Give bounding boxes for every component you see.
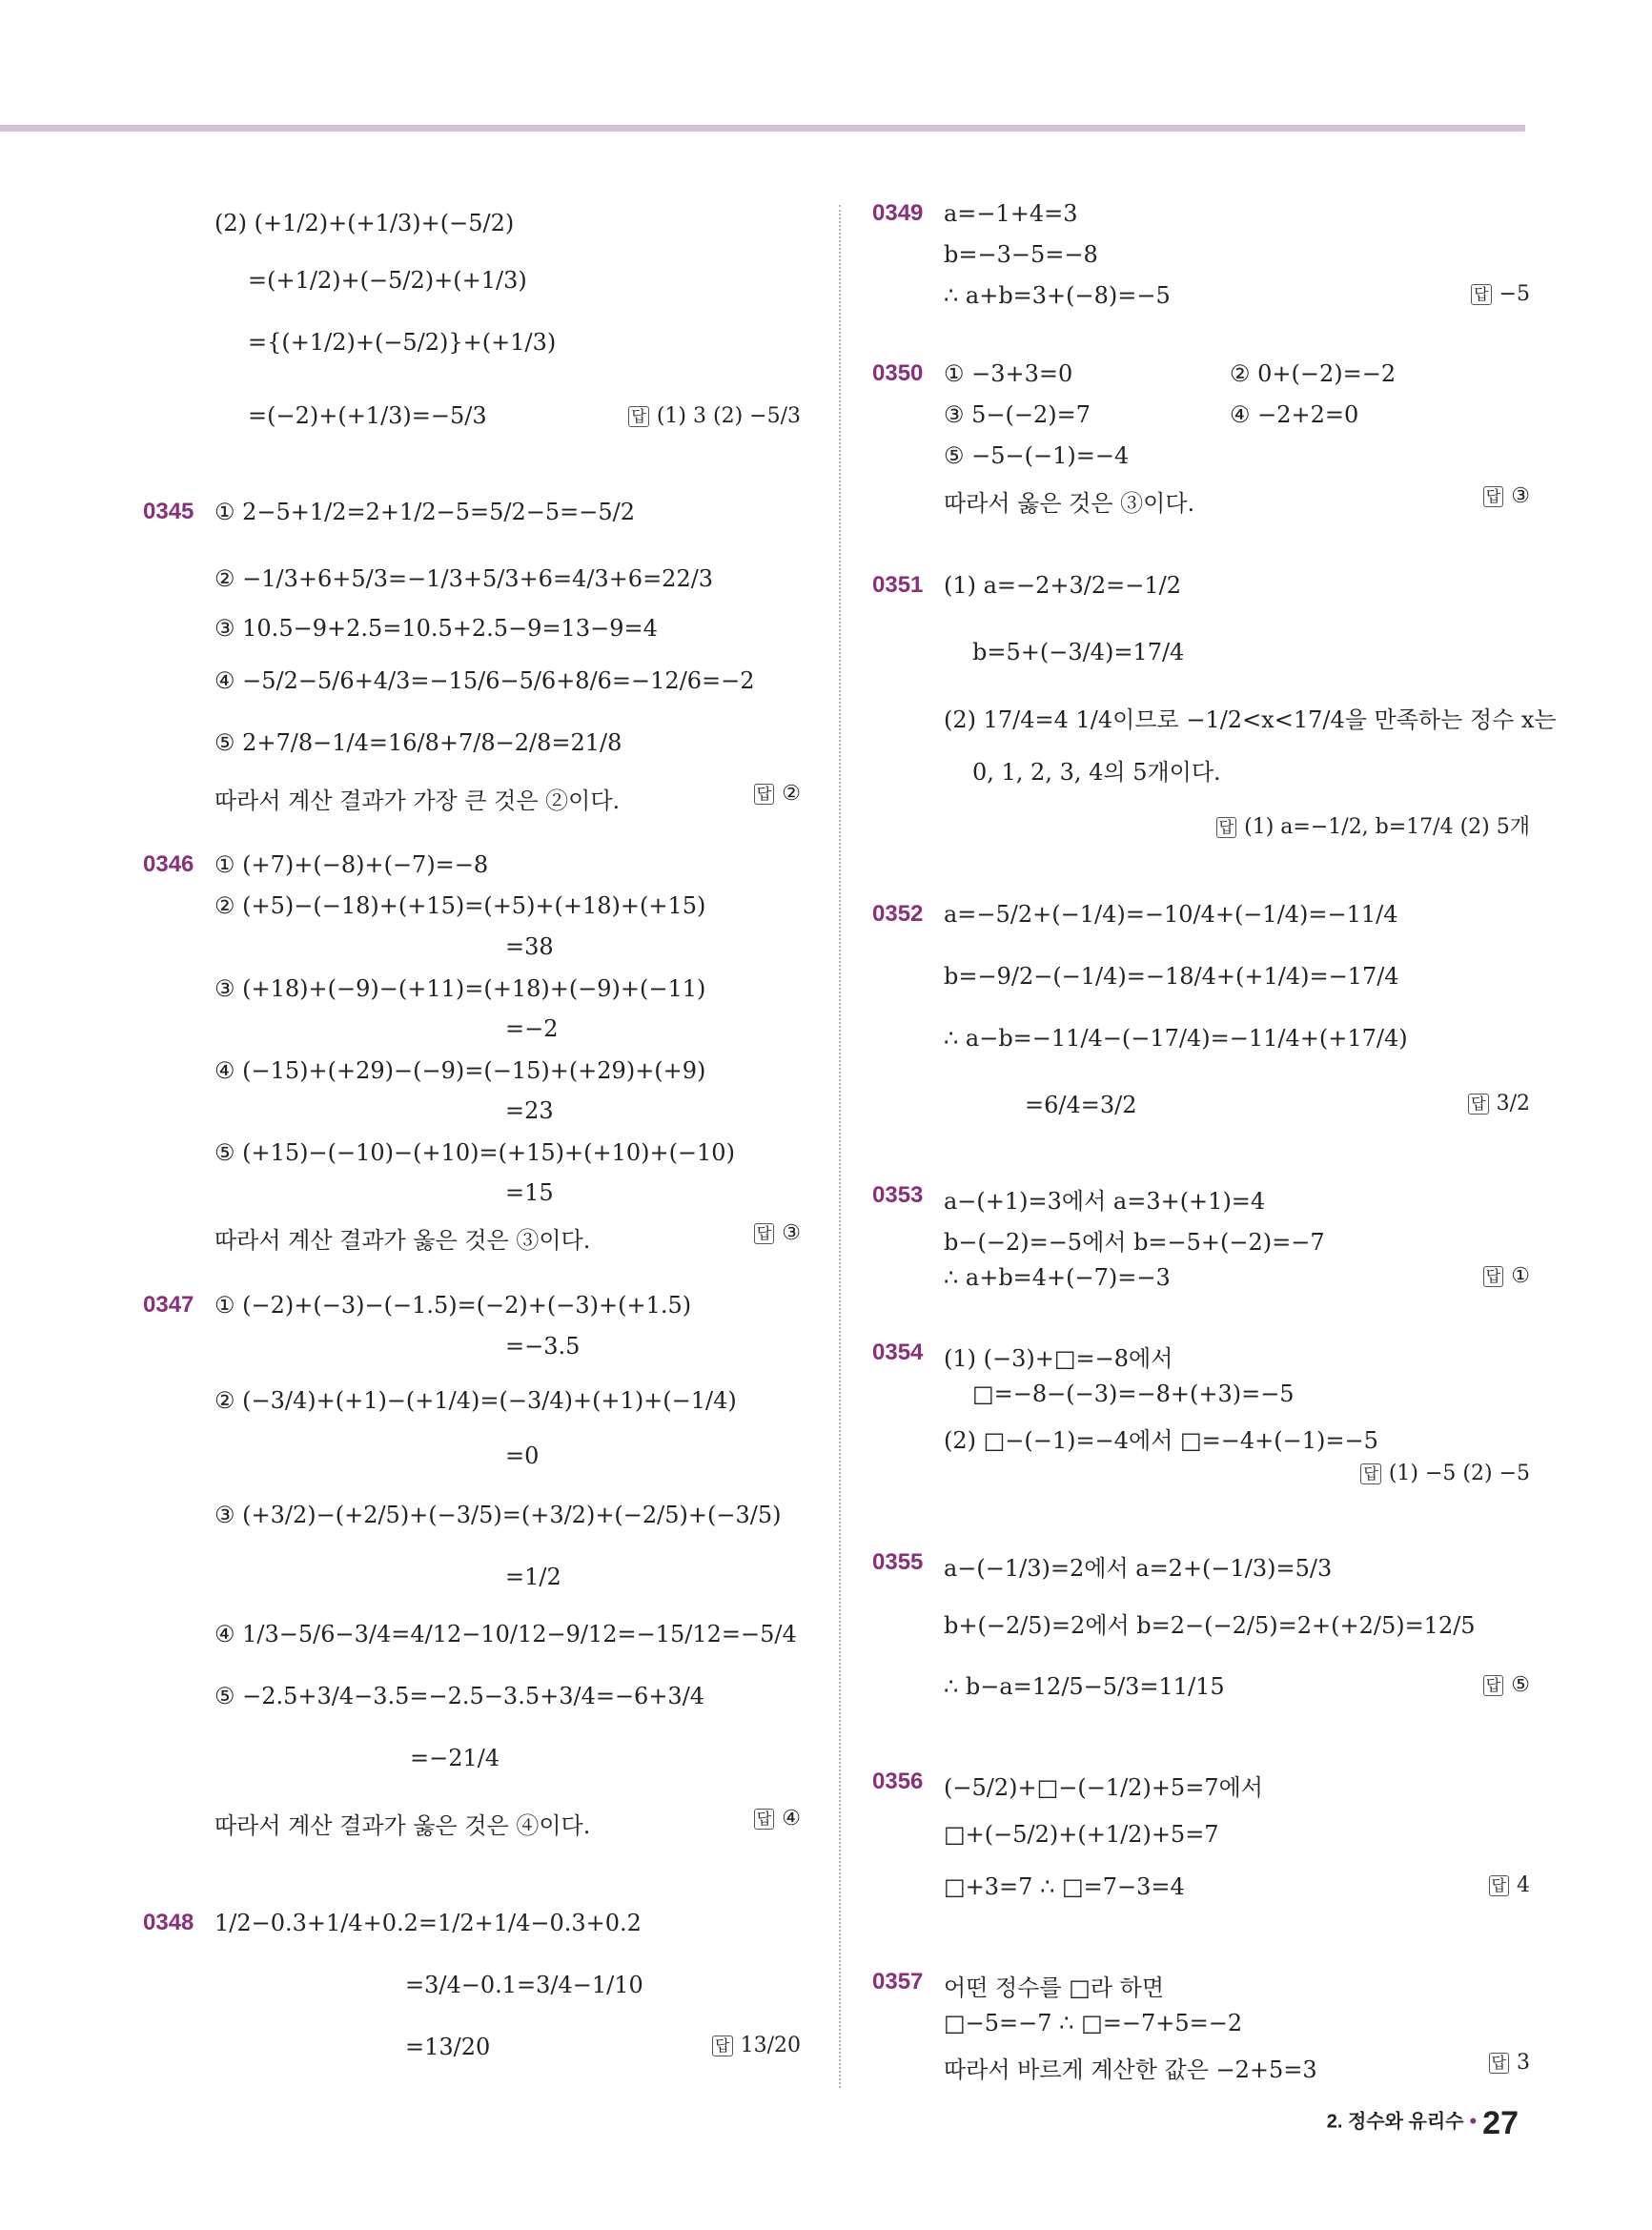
answer-mark-icon: 답	[1360, 1463, 1380, 1484]
problem-0357	[872, 1969, 1530, 2083]
solution-line: 0, 1, 2, 3, 4의 5개이다.	[972, 759, 1221, 786]
solution-line: ③ (+3/2)−(+2/5)+(−3/5)=(+3/2)+(−2/5)+(−3/5)	[214, 1502, 782, 1528]
problem-0355	[872, 1549, 1530, 1711]
answer-mark-icon: 답	[628, 406, 648, 427]
answer: 답 −5	[1471, 282, 1530, 306]
solution-line: 따라서 계산 결과가 옳은 것은 ④이다.	[214, 1812, 591, 1839]
solution-line: ⑤ −5−(−1)=−4	[944, 442, 1130, 469]
solution-line: ③ (+18)+(−9)−(+11)=(+18)+(−9)+(−11)	[214, 975, 706, 1002]
solution-line: =(−2)+(+1/3)=−5/3	[248, 402, 487, 429]
solution-line: =13/20	[405, 2034, 491, 2060]
answer-mark-icon: 답	[1489, 2053, 1509, 2074]
answer: 답 4	[1489, 1873, 1530, 1897]
answer-mark-icon: 답	[1483, 1266, 1503, 1287]
bullet-icon: •	[1469, 2108, 1478, 2133]
solution-line: □+3=7 ∴ □=7−3=4	[944, 1873, 1185, 1900]
solution-line: ④ (−15)+(+29)−(−9)=(−15)+(+29)+(+9)	[214, 1057, 706, 1084]
answer: 답 ①	[1483, 1264, 1530, 1288]
problem-number: 0354	[872, 1340, 924, 1365]
solution-line: ② (+5)−(−18)+(+15)=(+5)+(+18)+(+15)	[214, 892, 706, 919]
solution-line: ∴ a−b=−11/4−(−17/4)=−11/4+(+17/4)	[944, 1025, 1408, 1052]
solution-line: ∴ a+b=4+(−7)=−3	[944, 1264, 1171, 1291]
section-title: 2. 정수와 유리수	[1326, 2111, 1464, 2133]
solution-line: =−21/4	[410, 1745, 500, 1771]
answer: 답 ③	[1483, 484, 1530, 508]
answer-mark-icon: 답	[1216, 817, 1236, 838]
answer: 답 (1) 3 (2) −5/3	[628, 404, 801, 428]
answer-mark-icon: 답	[1483, 1675, 1503, 1696]
problem-0351	[872, 572, 1557, 849]
solution-line: =6/4=3/2	[1025, 1092, 1137, 1118]
solution-line: ① (+7)+(−8)+(−7)=−8	[214, 851, 489, 878]
solution-line: 1/2−0.3+1/4+0.2=1/2+1/4−0.3+0.2	[214, 1910, 642, 1936]
answer: 답 13/20	[712, 2034, 801, 2057]
solution-line: 어떤 정수를 □라 하면	[944, 1974, 1165, 2001]
solution-line: □−5=−7 ∴ □=−7+5=−2	[944, 2010, 1243, 2036]
answer-mark-icon: 답	[754, 1809, 774, 1830]
solution-line: ② (−3/4)+(+1)−(+1/4)=(−3/4)+(+1)+(−1/4)	[214, 1387, 737, 1414]
solution-line: =−3.5	[505, 1333, 581, 1360]
problem-number: 0357	[872, 1969, 924, 1995]
solution-line: ⑤ (+15)−(−10)−(+10)=(+15)+(+10)+(−10)	[214, 1139, 735, 1166]
answer: 답 ②	[754, 782, 801, 806]
answer-mark-icon: 답	[1468, 1094, 1488, 1115]
solution-line: ④ −2+2=0	[1230, 401, 1359, 428]
solution-line: (1) (−3)+□=−8에서	[944, 1345, 1173, 1372]
column-divider	[839, 205, 841, 2088]
page-number: 27	[1482, 2105, 1519, 2141]
solution-line: ⑤ 2+7/8−1/4=16/8+7/8−2/8=21/8	[214, 729, 622, 756]
solution-line: =38	[505, 933, 554, 960]
solution-line: b+(−2/5)=2에서 b=2−(−2/5)=2+(+2/5)=12/5	[944, 1612, 1476, 1639]
problem-number: 0345	[143, 499, 194, 524]
solution-line: ③ 10.5−9+2.5=10.5+2.5−9=13−9=4	[214, 615, 658, 642]
solution-line: a=−5/2+(−1/4)=−10/4+(−1/4)=−11/4	[944, 901, 1398, 928]
solution-line: (−5/2)+□−(−1/2)+5=7에서	[944, 1774, 1263, 1801]
problem-number: 0356	[872, 1769, 924, 1794]
problem-0347	[143, 1292, 801, 1845]
solution-line: a−(+1)=3에서 a=3+(+1)=4	[944, 1188, 1266, 1215]
solution-line: ① (−2)+(−3)−(−1.5)=(−2)+(−3)+(+1.5)	[214, 1292, 692, 1319]
problem-0346	[143, 851, 801, 1271]
solution-line: a−(−1/3)=2에서 a=2+(−1/3)=5/3	[944, 1555, 1333, 1582]
problem-number: 0351	[872, 572, 924, 598]
answer: 답 ④	[754, 1807, 801, 1831]
solution-line: ② −1/3+6+5/3=−1/3+5/3+6=4/3+6=22/3	[214, 565, 714, 592]
problem-0348	[143, 1900, 801, 2091]
solution-line: ① 2−5+1/2=2+1/2−5=5/2−5=−5/2	[214, 499, 635, 525]
problem-number: 0355	[872, 1549, 924, 1575]
problem-0344-part2	[143, 200, 801, 448]
solution-line: ③ 5−(−2)=7	[944, 401, 1091, 428]
solution-line: =1/2	[505, 1564, 561, 1590]
problem-number: 0348	[143, 1910, 194, 1935]
solution-line: =3/4−0.1=3/4−1/10	[405, 1972, 643, 1998]
problem-0354	[872, 1340, 1530, 1492]
problem-0352	[872, 901, 1530, 1139]
solution-line: b=5+(−3/4)=17/4	[972, 639, 1185, 665]
solution-line: ① −3+3=0	[944, 360, 1073, 387]
answer-mark-icon: 답	[712, 2036, 732, 2056]
answer-mark-icon: 답	[1489, 1875, 1509, 1896]
problem-0345	[143, 491, 801, 815]
answer: 답 ③	[754, 1221, 801, 1245]
answer-mark-icon: 답	[1483, 486, 1503, 507]
solution-line: ④ −5/2−5/6+4/3=−15/6−5/6+8/6=−12/6=−2	[214, 667, 755, 694]
solution-line: □=−8−(−3)=−8+(+3)=−5	[972, 1381, 1295, 1407]
solution-line: 따라서 옳은 것은 ③이다.	[944, 490, 1195, 517]
answer: 답 3	[1489, 2051, 1530, 2075]
solution-line: ={(+1/2)+(−5/2)}+(+1/3)	[248, 329, 557, 356]
solution-line: a=−1+4=3	[944, 200, 1078, 227]
problem-0356	[872, 1769, 1530, 1912]
solution-line: 따라서 바르게 계산한 값은 −2+5=3	[944, 2056, 1317, 2083]
top-divider-bar	[0, 125, 1525, 132]
solution-line: =23	[505, 1097, 554, 1124]
answer-mark-icon: 답	[1471, 284, 1491, 305]
answer-mark-icon: 답	[754, 1223, 774, 1244]
answer-mark-icon: 답	[754, 784, 774, 805]
solution-line: ∴ a+b=3+(−8)=−5	[944, 282, 1171, 309]
solution-line: (2) (+1/2)+(+1/3)+(−5/2)	[214, 210, 515, 236]
solution-line: =15	[505, 1179, 554, 1206]
solution-line: b=−3−5=−8	[944, 241, 1098, 268]
problem-0349	[872, 200, 1530, 315]
problem-number: 0346	[143, 851, 194, 877]
problem-number: 0352	[872, 901, 924, 927]
answer: 답 3/2	[1468, 1092, 1530, 1115]
solution-line: (2) □−(−1)=−4에서 □=−4+(−1)=−5	[944, 1427, 1378, 1454]
solution-line: ⑤ −2.5+3/4−3.5=−2.5−3.5+3/4=−6+3/4	[214, 1683, 705, 1709]
problem-number: 0347	[143, 1292, 194, 1318]
solution-line: b=−9/2−(−1/4)=−18/4+(+1/4)=−17/4	[944, 963, 1399, 990]
solution-line: =−2	[505, 1015, 559, 1042]
problem-number: 0349	[872, 200, 924, 226]
solution-line: b−(−2)=−5에서 b=−5+(−2)=−7	[944, 1229, 1325, 1256]
solution-line: =0	[505, 1442, 540, 1469]
solution-line: ② 0+(−2)=−2	[1230, 360, 1397, 387]
solution-line: =(+1/2)+(−5/2)+(+1/3)	[248, 267, 527, 294]
solution-line: 따라서 계산 결과가 가장 큰 것은 ②이다.	[214, 788, 621, 814]
solution-line: ④ 1/3−5/6−3/4=4/12−10/12−9/12=−15/12=−5/4	[214, 1621, 797, 1647]
answer: 답 (1) −5 (2) −5	[1360, 1462, 1530, 1485]
answer: 답 ⑤	[1483, 1673, 1530, 1697]
problem-number: 0353	[872, 1182, 924, 1208]
problem-0353	[872, 1182, 1530, 1297]
solution-line: (2) 17/4=4 1/4이므로 −1/2<x<17/4을 만족하는 정수 x는	[944, 706, 1557, 733]
solution-line: 따라서 계산 결과가 옳은 것은 ③이다.	[214, 1227, 591, 1254]
solution-line: (1) a=−2+3/2=−1/2	[944, 572, 1181, 599]
solution-line: ∴ b−a=12/5−5/3=11/15	[944, 1673, 1225, 1700]
answer: 답 (1) a=−1/2, b=17/4 (2) 5개	[1216, 810, 1530, 840]
solution-line: □+(−5/2)+(+1/2)+5=7	[944, 1821, 1219, 1848]
problem-0350	[872, 360, 1530, 522]
page-footer	[1327, 2105, 1519, 2142]
problem-number: 0350	[872, 360, 924, 386]
